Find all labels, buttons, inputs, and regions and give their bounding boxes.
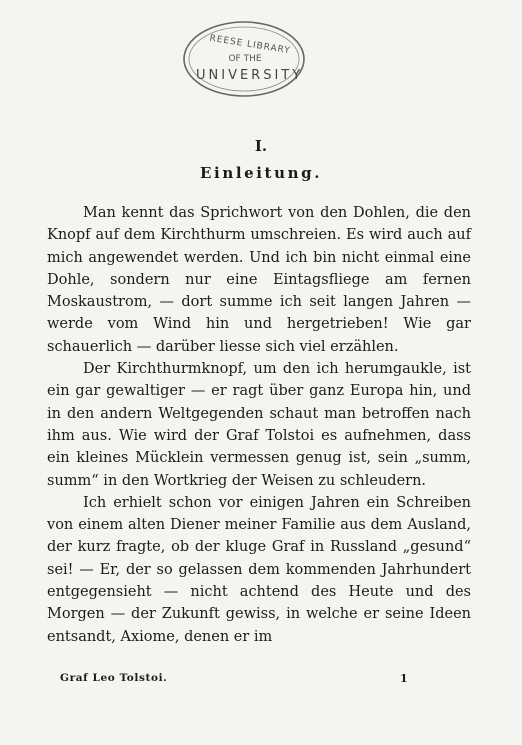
stamp-text-of-the: OF THE (228, 54, 262, 64)
body-text (47, 202, 471, 648)
paragraph: Man kennt das Sprichwort von den Dohlen, die den Knopf auf dem Kirchthurm umschreien. Es wird auch auf mich angewendet werden. Und ich bin nicht einmal eine Dohle, sondern nur eine Eintagsfliege am fernen Moskaustrom, — dort summe ich seit langen Jahren — werde vom Wind hin und hergetrieben! Wie gar schauerlich — darüber liesse sich viel erzählen. (47, 205, 471, 355)
chapter-title: Einleitung. (199, 164, 323, 182)
paragraph: Ich erhielt schon vor einigen Jahren ein Schreiben von einem alten Diener meiner Familie aus dem Ausland, der kurz fragte, ob der kluge Graf in Russland „gesund“ sei! — Er, der so gelassen dem kommenden Jahrhundert entgegensieht — nicht achtend des Heute und des Morgen — der Zukunft gewiss, in welche er seine Ideen entsandt, Axiome, denen er im (47, 494, 471, 645)
stamp-text-library: REESE LIBRARY (208, 33, 292, 57)
stamp-text-university: UNIVERSITY (196, 68, 304, 83)
chapter-number: I. (254, 137, 268, 155)
library-stamp (180, 18, 308, 100)
page-number: 1 (400, 672, 408, 685)
running-title: Graf Leo Tolstoi. (60, 672, 168, 684)
paragraph: Der Kirchthurmknopf, um den ich herumgaukle, ist ein gar gewaltiger — er ragt über ganz Europa hin, und in den andern Weltgegenden schaut man betroffen nach ihm aus. Wie wird der Graf Tolstoi es aufnehmen, dass ein kleines Mücklein vermessen genug ist, sein „summ, summ“ in den Wortkrieg der Weisen zu schleudern. (47, 361, 471, 489)
